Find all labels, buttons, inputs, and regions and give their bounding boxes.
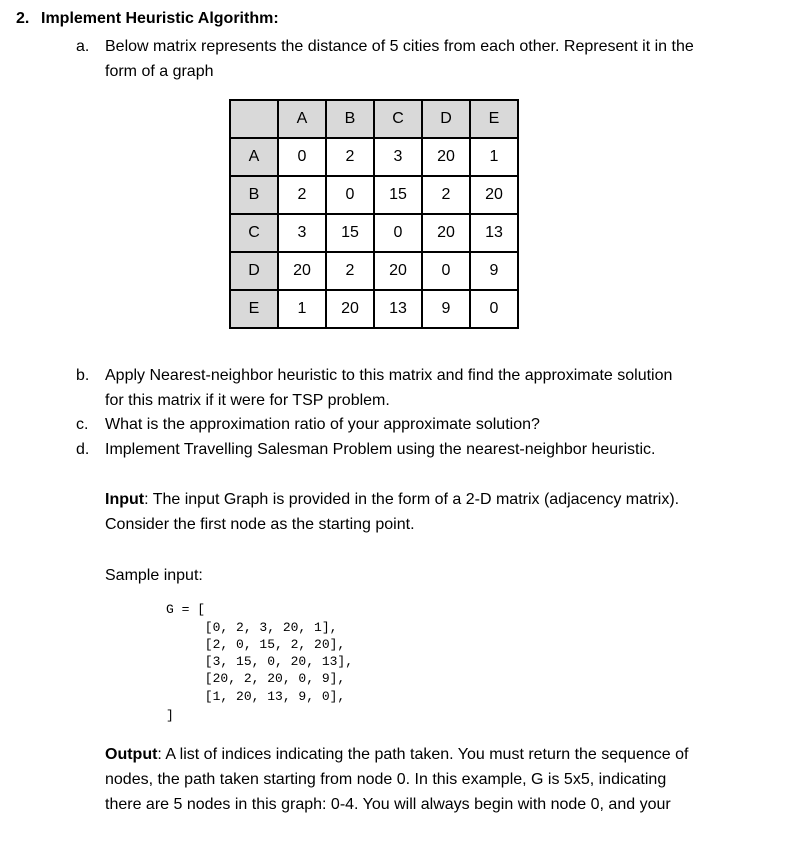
part-c-line1: What is the approximation ratio of your approximate solution? <box>105 416 540 433</box>
matrix-row <box>230 290 518 328</box>
section-title: Implement Heuristic Algorithm: <box>41 10 279 27</box>
matrix-cell: 1 <box>470 138 518 176</box>
section-number: 2. <box>16 10 30 27</box>
matrix-cell: 3 <box>278 214 326 252</box>
matrix-cell: 2 <box>422 176 470 214</box>
part-b-line1: Apply Nearest-neighbor heuristic to this matrix and find the approximate solution <box>105 367 673 384</box>
matrix-col-header: E <box>470 100 518 138</box>
matrix-cell: 0 <box>470 290 518 328</box>
part-a-marker: a. <box>76 38 90 55</box>
matrix-row-header: B <box>230 176 278 214</box>
output-label: Output <box>105 746 158 763</box>
part-b-marker: b. <box>76 367 90 384</box>
matrix-header-row <box>230 100 518 138</box>
part-d-line1: Implement Travelling Salesman Problem using the nearest-neighbor heuristic. <box>105 441 656 458</box>
matrix-cell: 13 <box>374 290 422 328</box>
input-label: Input <box>105 491 145 508</box>
matrix-row-header: D <box>230 252 278 290</box>
matrix-cell: 20 <box>422 214 470 252</box>
matrix-cell: 0 <box>374 214 422 252</box>
distance-matrix <box>229 99 519 329</box>
matrix-row <box>230 138 518 176</box>
matrix-corner-cell <box>230 100 278 138</box>
matrix-cell: 20 <box>326 290 374 328</box>
matrix-cell: 15 <box>374 176 422 214</box>
matrix-col-header: C <box>374 100 422 138</box>
matrix-cell: 20 <box>374 252 422 290</box>
input-description-text: : The input Graph is provided in the form of a 2-D matrix (adjacency matrix). <box>144 491 680 508</box>
matrix-cell: 13 <box>470 214 518 252</box>
code-line: [3, 15, 0, 20, 13], <box>158 654 354 669</box>
matrix-cell: 20 <box>422 138 470 176</box>
matrix-cell: 2 <box>326 252 374 290</box>
matrix-cell: 0 <box>326 176 374 214</box>
code-line: [0, 2, 3, 20, 1], <box>158 620 338 635</box>
output-description-line1 <box>105 743 688 767</box>
part-b-line2: for this matrix if it were for TSP problem. <box>105 392 390 409</box>
part-a-line1: Below matrix represents the distance of 5 cities from each other. Represent it in the <box>105 38 694 55</box>
matrix-cell: 20 <box>278 252 326 290</box>
matrix-row <box>230 214 518 252</box>
matrix-col-header: B <box>326 100 374 138</box>
code-line: [20, 2, 20, 0, 9], <box>158 671 346 686</box>
matrix-col-header: A <box>278 100 326 138</box>
matrix-row <box>230 176 518 214</box>
code-line: [1, 20, 13, 9, 0], <box>158 689 346 704</box>
part-d-marker: d. <box>76 441 90 458</box>
matrix-row <box>230 252 518 290</box>
input-description-line2: Consider the first node as the starting point. <box>105 516 415 533</box>
matrix-cell: 9 <box>422 290 470 328</box>
code-line: ] <box>166 708 174 723</box>
matrix-cell: 2 <box>278 176 326 214</box>
matrix-cell: 2 <box>326 138 374 176</box>
matrix-cell: 15 <box>326 214 374 252</box>
matrix-cell: 9 <box>470 252 518 290</box>
matrix-row-header: E <box>230 290 278 328</box>
output-description-text: : A list of indices indicating the path taken. You must return the sequence of <box>157 746 689 763</box>
matrix-cell: 1 <box>278 290 326 328</box>
matrix-row-header: C <box>230 214 278 252</box>
code-line: G = [ <box>166 602 206 617</box>
matrix-col-header: D <box>422 100 470 138</box>
matrix-row-header: A <box>230 138 278 176</box>
matrix-cell: 3 <box>374 138 422 176</box>
part-c-marker: c. <box>76 416 89 433</box>
code-line: [2, 0, 15, 2, 20], <box>158 637 346 652</box>
matrix-cell: 0 <box>422 252 470 290</box>
output-description-line2: nodes, the path taken starting from node 0. In this example, G is 5x5, indicating <box>105 771 667 788</box>
matrix-cell: 0 <box>278 138 326 176</box>
matrix-cell: 20 <box>470 176 518 214</box>
output-description-line3: there are 5 nodes in this graph: 0-4. You will always begin with node 0, and your <box>105 796 671 813</box>
part-a-line2: form of a graph <box>105 63 214 80</box>
input-description-line1 <box>105 488 679 512</box>
sample-input-label: Sample input: <box>105 567 203 584</box>
